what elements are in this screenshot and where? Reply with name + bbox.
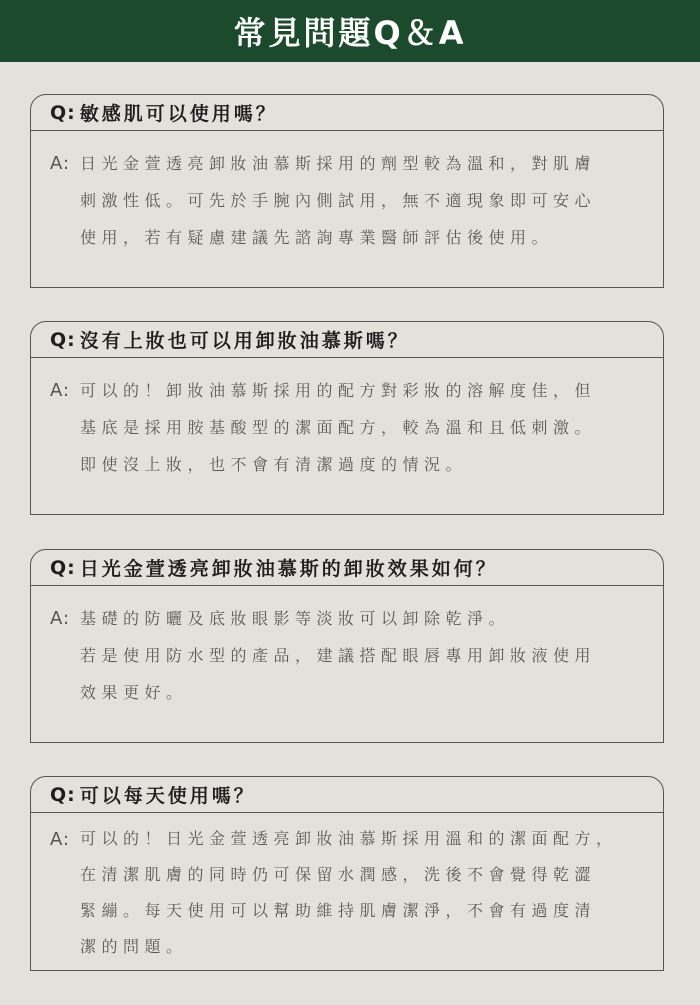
- answer-line: 潔的問題。: [80, 937, 188, 956]
- faq-answer: [31, 586, 663, 711]
- faq-answer: [31, 813, 663, 965]
- answer-line: 效果更好。: [80, 683, 188, 702]
- faq-answer: [31, 131, 663, 256]
- faq-question-row: [31, 322, 663, 358]
- answer-line: 基礎的防曬及底妝眼影等淡妝可以卸除乾淨。: [80, 609, 511, 628]
- answer-line: 基底是採用胺基酸型的潔面配方，較為溫和且低刺激。: [80, 418, 597, 437]
- answer-prefix: A:: [50, 608, 71, 629]
- page-header: [0, 0, 700, 62]
- faq-question-row: [31, 550, 663, 586]
- answer-line: 即使沒上妝，也不會有清潔過度的情況。: [80, 455, 468, 474]
- question-text: 日光金萱透亮卸妝油慕斯的卸妝效果如何？: [79, 558, 498, 580]
- faq-item: [30, 321, 664, 515]
- faq-question-row: [31, 95, 663, 131]
- faq-question-row: [31, 777, 663, 813]
- answer-prefix: A:: [50, 380, 71, 401]
- answer-line: 可以的！卸妝油慕斯採用的配方對彩妝的溶解度佳，但: [80, 381, 597, 400]
- answer-line: 使用，若有疑慮建議先諮詢專業醫師評估後使用。: [80, 228, 554, 247]
- faq-item: [30, 549, 664, 743]
- page-title: 常見問題Q＆A: [233, 14, 467, 52]
- faq-item: [30, 94, 664, 288]
- answer-line: 日光金萱透亮卸妝油慕斯採用的劑型較為溫和，對肌膚: [80, 154, 597, 173]
- question-text: 沒有上妝也可以用卸妝油慕斯嗎？: [79, 330, 410, 352]
- question-prefix: Q:: [50, 101, 76, 124]
- answer-line: 緊繃。每天使用可以幫助維持肌膚潔淨，不會有過度清: [80, 901, 597, 920]
- answer-line: 若是使用防水型的產品，建議搭配眼唇專用卸妝液使用: [80, 646, 597, 665]
- question-prefix: Q:: [50, 783, 76, 806]
- question-text: 敏感肌可以使用嗎？: [79, 103, 278, 125]
- answer-prefix: A:: [50, 829, 71, 850]
- answer-prefix: A:: [50, 153, 71, 174]
- faq-item: [30, 776, 664, 971]
- question-text: 可以每天使用嗎？: [79, 785, 256, 807]
- faq-answer: [31, 358, 663, 483]
- question-prefix: Q:: [50, 556, 76, 579]
- answer-line: 在清潔肌膚的同時仍可保留水潤感，洗後不會覺得乾澀: [80, 865, 597, 884]
- answer-line: 可以的！日光金萱透亮卸妝油慕斯採用溫和的潔面配方，: [80, 829, 618, 848]
- question-prefix: Q:: [50, 328, 76, 351]
- answer-line: 刺激性低。可先於手腕內側試用，無不適現象即可安心: [80, 191, 597, 210]
